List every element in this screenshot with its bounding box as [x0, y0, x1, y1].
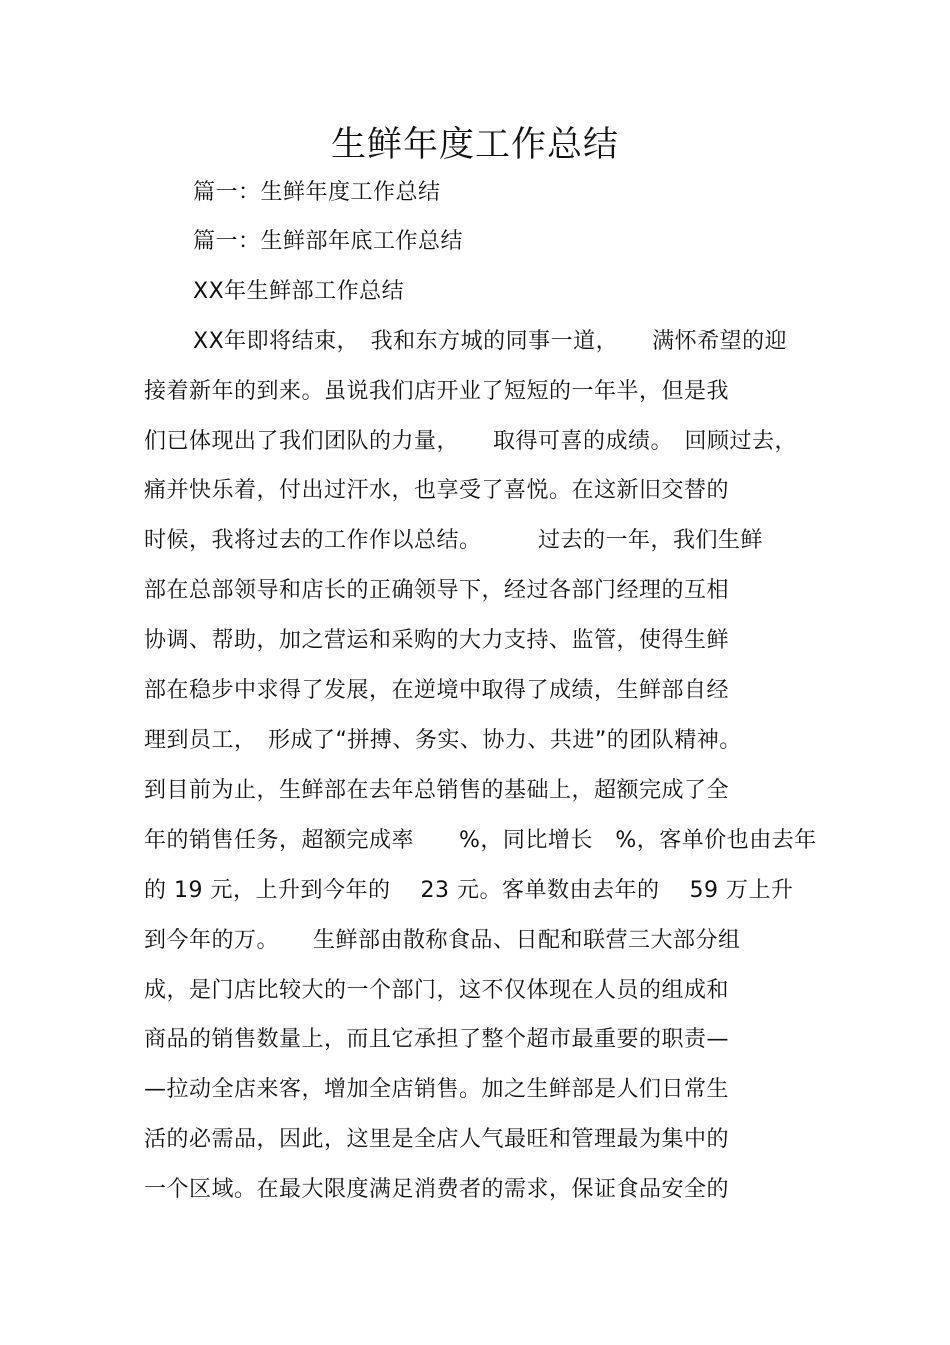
document-title: 生鲜年度工作总结: [330, 125, 619, 165]
body-line: 的 19 元，上升到今年的 23 元。客单数由去年的 59 万上升: [144, 878, 794, 903]
body-line: 到目前为止，生鲜部在去年总销售的基础上，超额完成了全: [144, 778, 730, 803]
subheading-3: XX年生鲜部工作总结: [193, 279, 405, 304]
body-line: 时候，我将过去的工作作以总结。 过去的一年，我们生鲜: [144, 528, 764, 553]
body-line: 成，是门店比较大的一个部门，这不仅体现在人员的组成和: [144, 978, 730, 1003]
body-line: XX年即将结束， 我和东方城的同事一道， 满怀希望的迎: [193, 329, 788, 354]
body-line: 一个区域。在最大限度满足消费者的需求，保证食品安全的: [144, 1177, 730, 1202]
body-line: 部在稳步中求得了发展，在逆境中取得了成绩，生鲜部自经: [144, 678, 730, 703]
body-line: 理到员工， 形成了“拼搏、务实、协力、共进”的团队精神。: [144, 728, 742, 753]
body-line: 们已体现出了我们团队的力量， 取得可喜的成绩。 回顾过去，: [144, 429, 798, 454]
body-line: 年的销售任务，超额完成率 %，同比增长 %，客单价也由去年: [144, 828, 817, 853]
body-line: 协调、帮助，加之营运和采购的大力支持、监管，使得生鲜: [144, 628, 730, 653]
body-line: 接着新年的到来。虽说我们店开业了短短的一年半，但是我: [144, 379, 730, 404]
body-line: 商品的销售数量上，而且它承担了整个超市最重要的职责—: [144, 1027, 730, 1052]
body-line: 痛并快乐着，付出过汗水，也享受了喜悦。在这新旧交替的: [144, 478, 730, 503]
body-line: 到今年的万。 生鲜部由散称食品、日配和联营三大部分组: [144, 928, 741, 953]
body-line: 活的必需品，因此，这里是全店人气最旺和管理最为集中的: [144, 1127, 730, 1152]
subheading-1: 篇一：生鲜年度工作总结: [193, 180, 441, 205]
body-line: 部在总部领导和店长的正确领导下，经过各部门经理的互相: [144, 578, 730, 603]
subheading-2: 篇一：生鲜部年底工作总结: [193, 229, 464, 254]
body-line: —拉动全店来客，增加全店销售。加之生鲜部是人们日常生: [144, 1077, 730, 1102]
